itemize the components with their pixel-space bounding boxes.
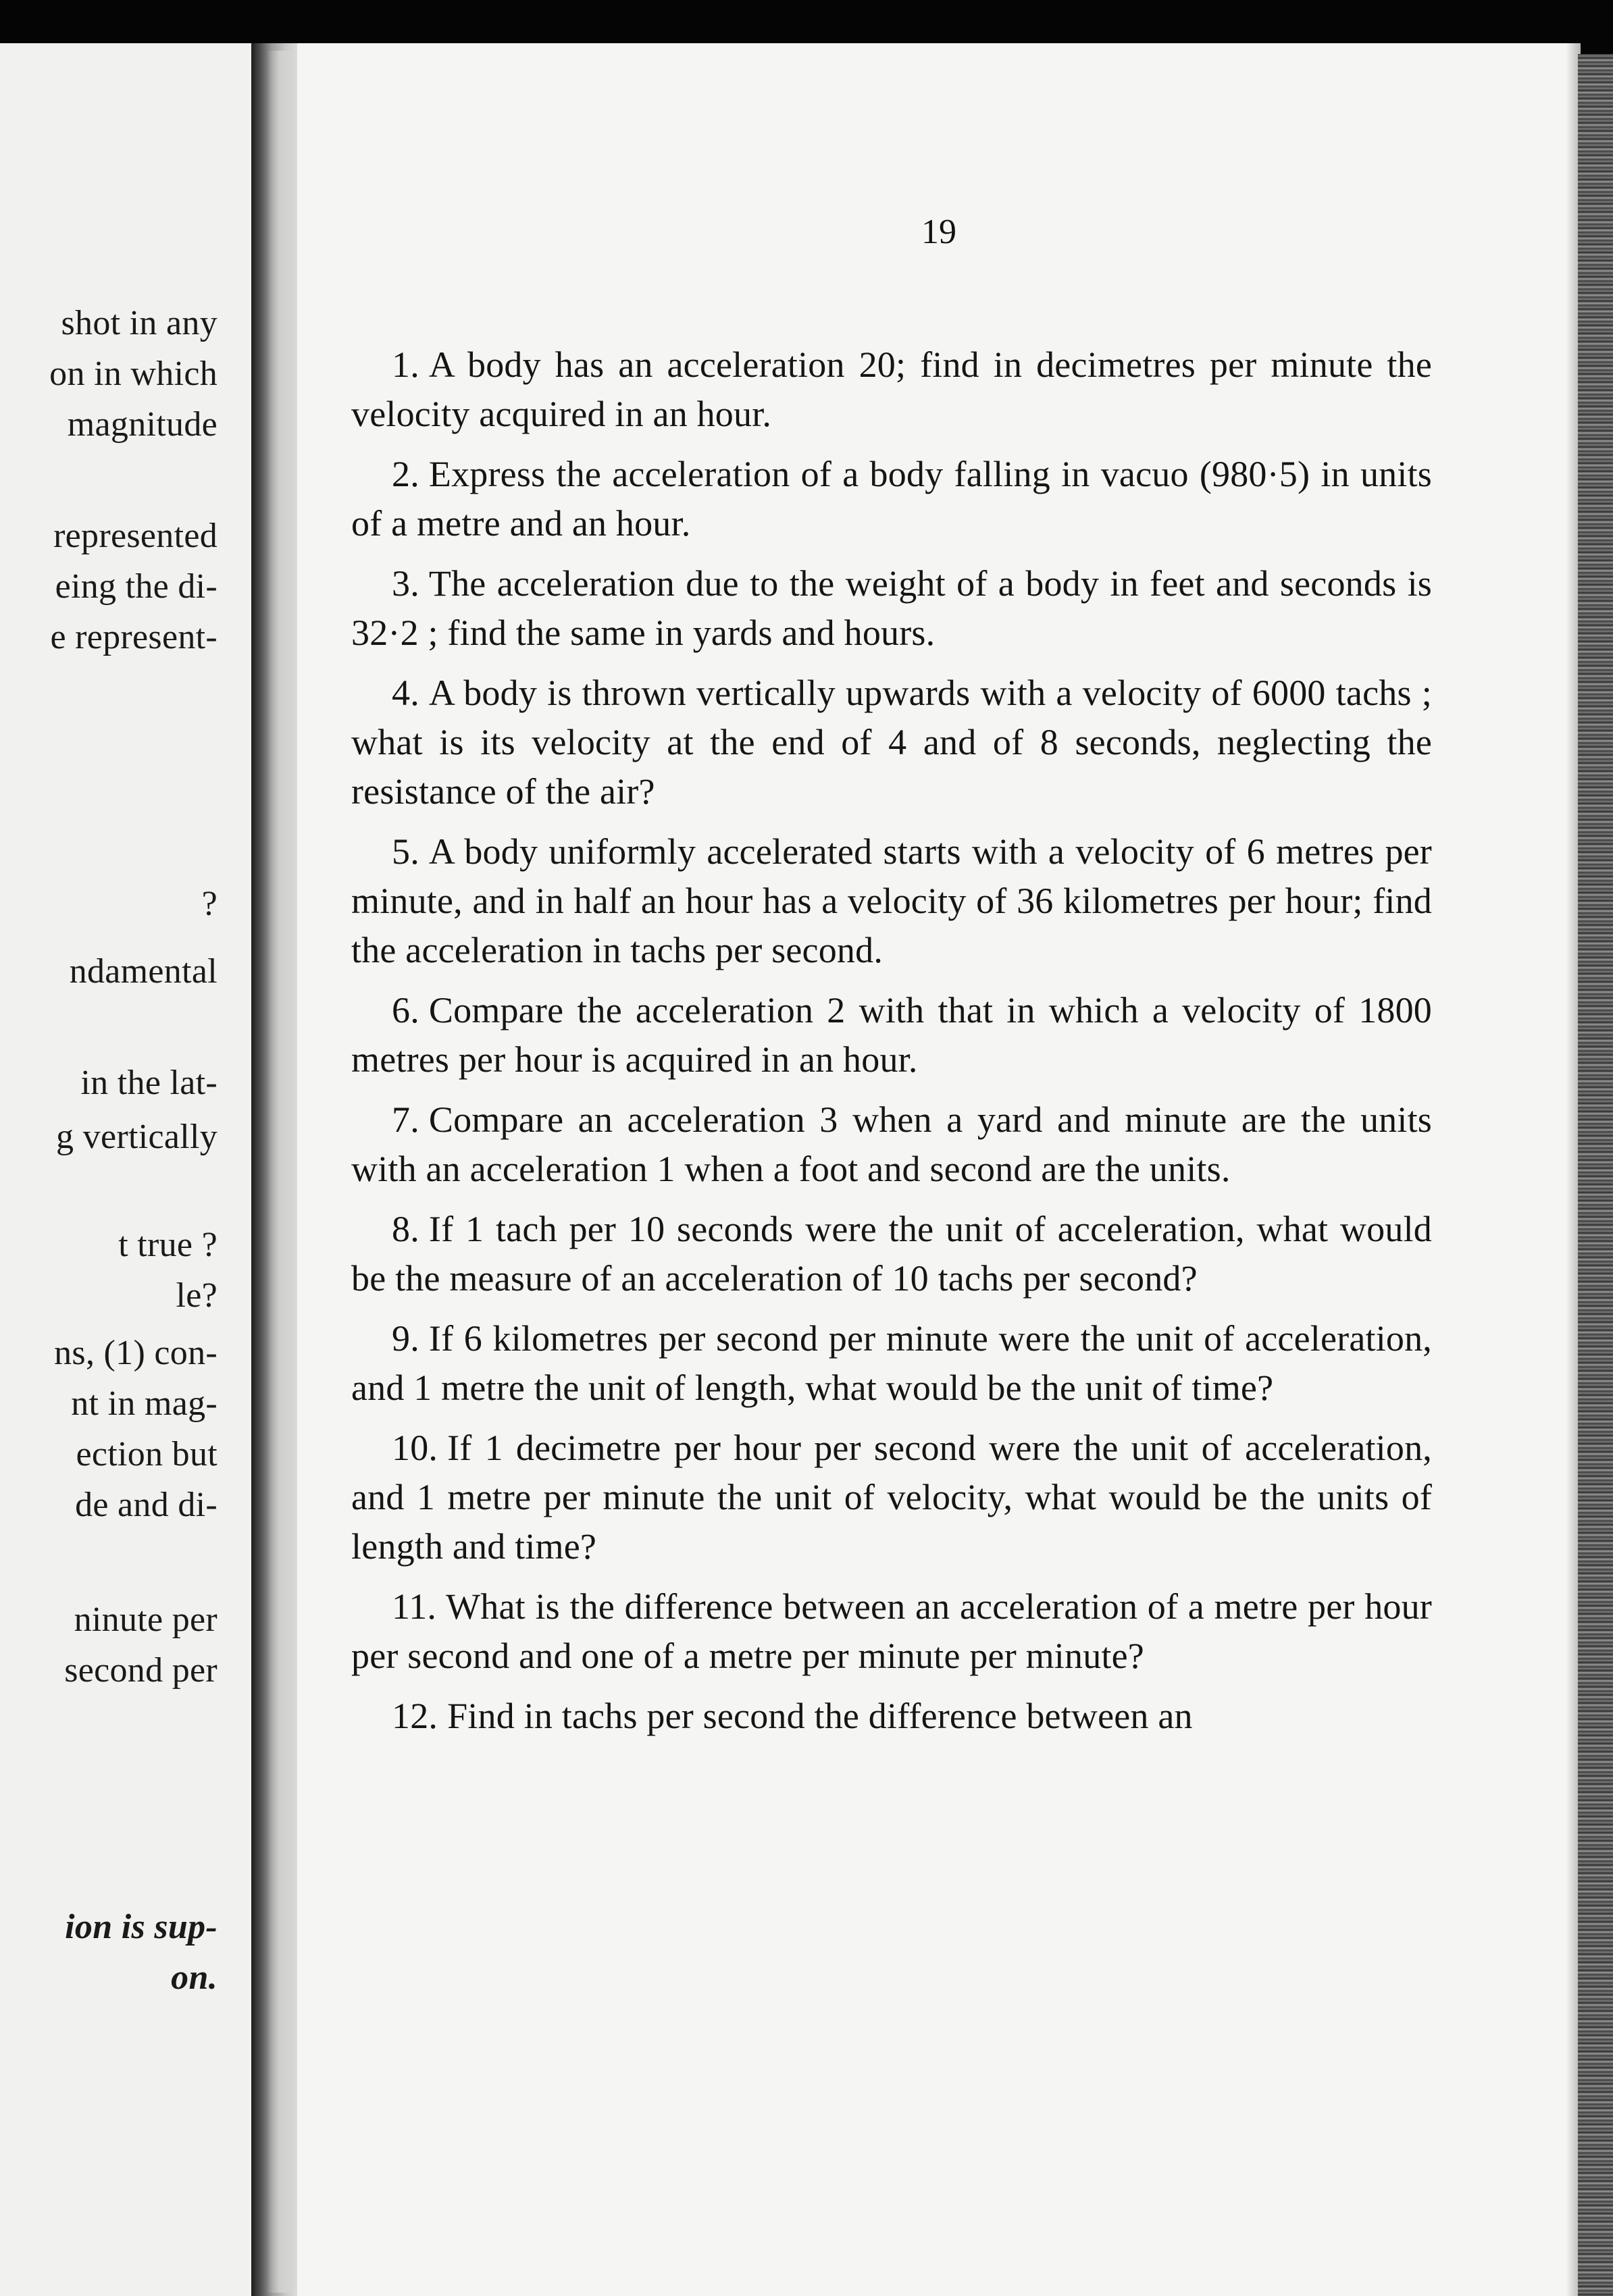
problem-item <box>351 340 1432 439</box>
problem-number: 9. <box>392 1318 419 1359</box>
left-page-line: shot in any <box>61 304 217 342</box>
problem-text: A body has an acceleration 20; find in decimetres per minute the velocity acquired in an hour. <box>351 344 1432 434</box>
problem-text: Express the acceleration of a body falling in vacuo (980·5) in units of a metre and an hour. <box>351 454 1432 544</box>
problem-number: 7. <box>392 1099 419 1140</box>
left-page-line: ? <box>201 885 217 923</box>
left-page-line: second per <box>64 1651 217 1690</box>
problem-item <box>351 450 1432 548</box>
left-page-line: on. <box>171 1958 217 1997</box>
problem-number: 11. <box>392 1586 437 1627</box>
left-page-line: e represent- <box>50 618 217 656</box>
problem-number: 1. <box>392 344 419 385</box>
left-page-line: ion is sup- <box>65 1908 217 1946</box>
problem-number: 8. <box>392 1209 419 1249</box>
left-page-line: g vertically <box>56 1118 217 1156</box>
problem-item <box>351 1095 1432 1194</box>
problem-item <box>351 1205 1432 1303</box>
problem-number: 2. <box>392 454 419 494</box>
problem-text: Compare the acceleration 2 with that in which a velocity of 1800 metres per hour is acquired in an hour. <box>351 990 1432 1080</box>
problem-text: If 1 decimetre per hour per second were the unit of acceleration, and 1 metre per minute the unit of velocity, what would be the units of length and time? <box>351 1428 1432 1567</box>
problem-number: 3. <box>392 563 419 604</box>
problem-list <box>351 340 1432 1752</box>
left-page-line: ninute per <box>74 1600 217 1639</box>
problem-item <box>351 986 1432 1085</box>
previous-page-fragment <box>0 43 251 2296</box>
problem-number: 5. <box>392 831 419 872</box>
left-page-line: nt in mag- <box>71 1384 217 1423</box>
problem-text: A body is thrown vertically upwards with a velocity of 6000 tachs ; what is its velocity at the end of 4 and of 8 seconds, neglecting the resistance of the air? <box>351 673 1432 812</box>
problem-text: If 6 kilometres per second per minute were the unit of acceleration, and 1 metre the unit of length, what would be the unit of time? <box>351 1318 1432 1408</box>
left-page-line: ection but <box>76 1435 217 1473</box>
left-page-line: eing the di- <box>55 567 217 606</box>
problem-text: The acceleration due to the weight of a body in feet and seconds is 32·2 ; find the same in yards and hours. <box>351 563 1432 653</box>
problem-item <box>351 669 1432 816</box>
problem-text: A body uniformly accelerated starts with a velocity of 6 metres per minute, and in half an hour has a velocity of 36 kilometres per hour; find the acceleration in tachs per second. <box>351 831 1432 970</box>
problem-number: 10. <box>392 1428 438 1468</box>
problem-item <box>351 1692 1432 1741</box>
problem-number: 6. <box>392 990 419 1030</box>
page-stack-edge <box>1578 54 1613 2296</box>
gutter-highlight <box>266 51 293 2293</box>
left-page-line: magnitude <box>67 405 217 444</box>
current-page <box>297 43 1581 2296</box>
left-page-line: on in which <box>49 355 217 393</box>
left-page-line: ndamental <box>69 952 217 991</box>
left-page-line: ns, (1) con- <box>54 1334 217 1372</box>
problem-text: If 1 tach per 10 seconds were the unit of acceleration, what would be the measure of an acceleration of 10 tachs per second? <box>351 1209 1432 1299</box>
problem-text: Find in tachs per second the difference between an <box>447 1696 1193 1736</box>
problem-item <box>351 1424 1432 1571</box>
problem-text: Compare an acceleration 3 when a yard and minute are the units with an acceleration 1 when a foot and second are the units. <box>351 1099 1432 1189</box>
problem-number: 4. <box>392 673 419 713</box>
left-page-line: le? <box>176 1276 217 1315</box>
left-page-line: represented <box>53 517 217 555</box>
left-page-line: de and di- <box>75 1486 217 1524</box>
problem-text: What is the difference between an acceleration of a metre per hour per second and one of a metre per minute per minute? <box>351 1586 1432 1676</box>
left-page-line: in the lat- <box>80 1064 217 1102</box>
problem-item <box>351 1314 1432 1413</box>
problem-item <box>351 827 1432 975</box>
problem-item <box>351 559 1432 658</box>
page-number: 19 <box>921 213 956 251</box>
problem-number: 12. <box>392 1696 438 1736</box>
left-page-line: t true ? <box>118 1226 217 1264</box>
problem-item <box>351 1582 1432 1681</box>
